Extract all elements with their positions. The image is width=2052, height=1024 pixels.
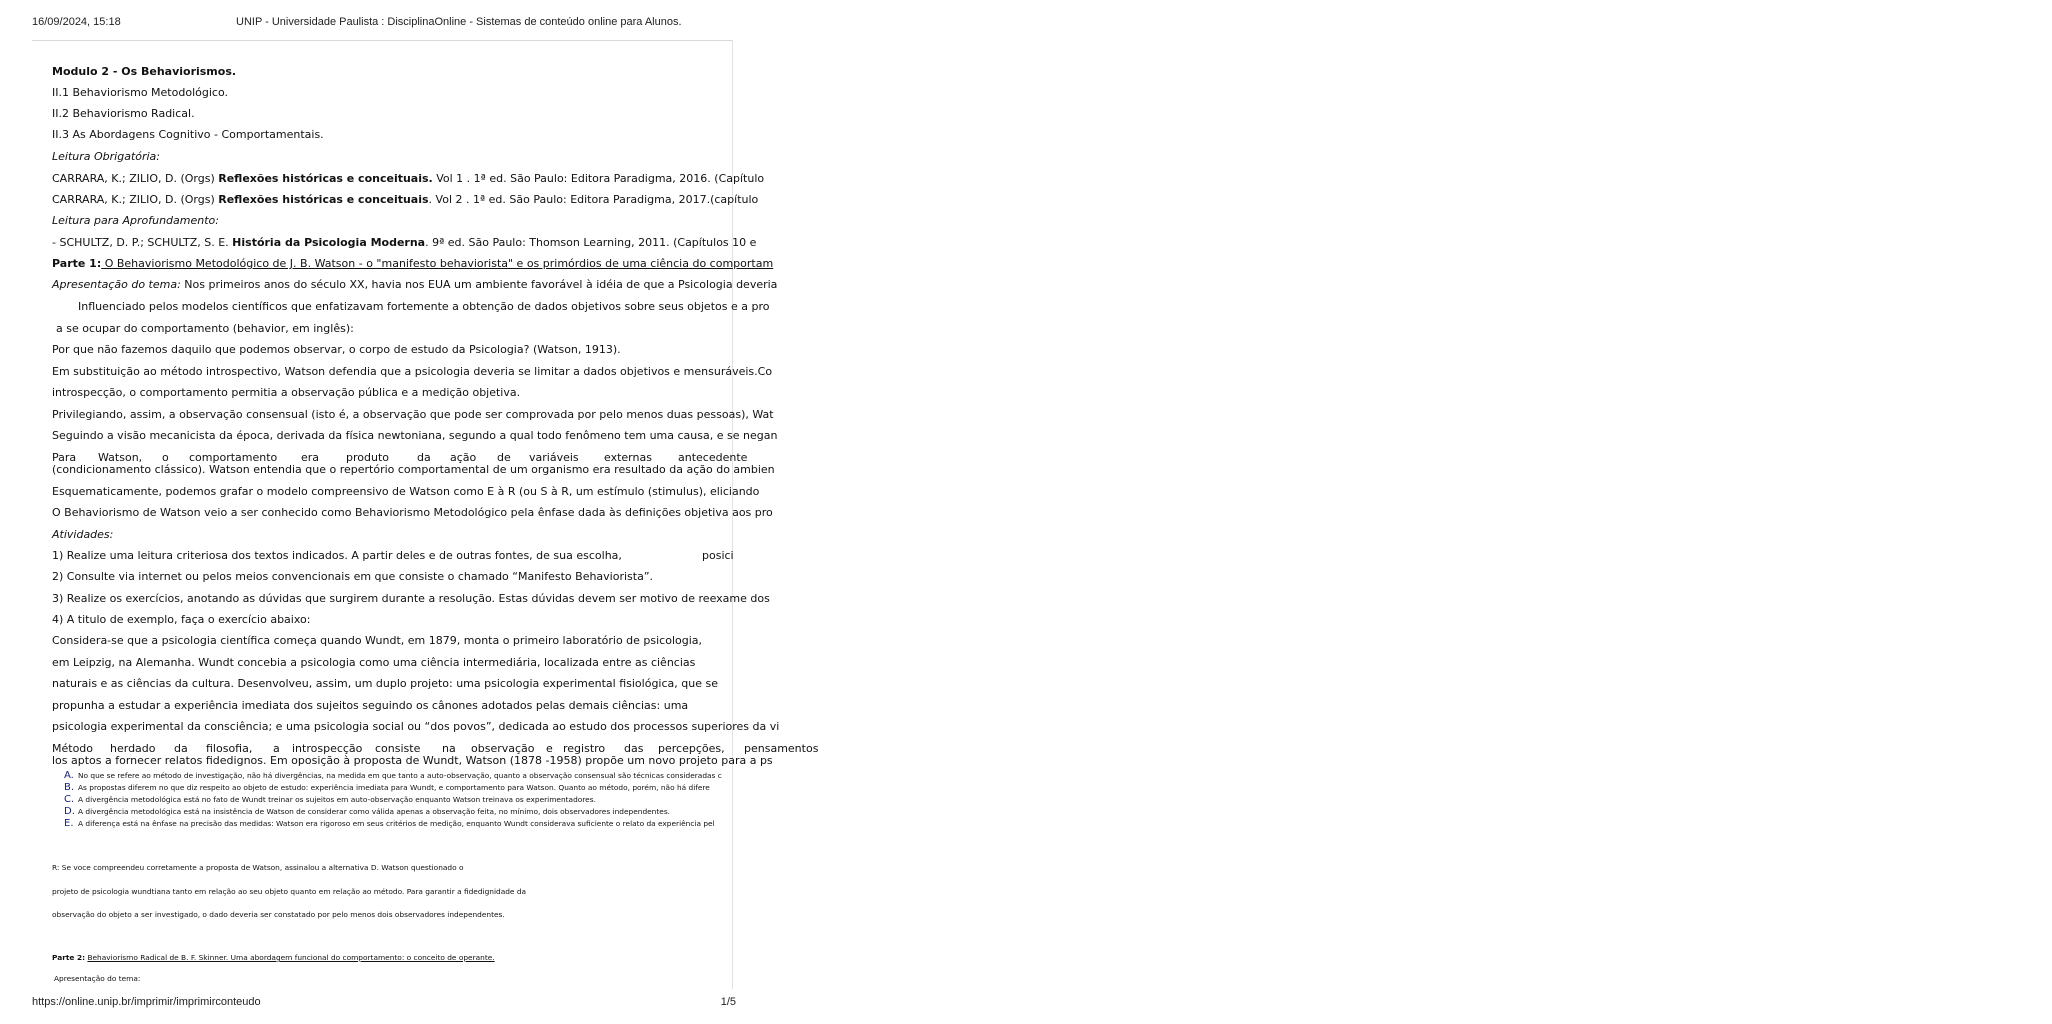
reference-details: Vol 1 . 1ª ed. São Paulo: Editora Paradigma, 2016. (Capítulo [432, 172, 765, 185]
toc-item: II.1 Behaviorismo Metodológico. [52, 86, 228, 99]
word: da [174, 742, 188, 755]
word: na [442, 742, 456, 755]
word: Para [52, 451, 77, 464]
parte-2-title: Behaviorismo Radical de B. F. Skinner. Uma abordagem funcional do comportamento: o conceito de operante. [87, 953, 495, 962]
word: herdado [110, 742, 156, 755]
option-text: A diferença está na ênfase na precisão das medidas: Watson era rigoroso em seus critérios de medição, enquanto Wundt considerava suficiente o relato da experiência pel [78, 819, 715, 828]
option-letter: B. [64, 782, 75, 793]
word: introspecção [292, 742, 363, 755]
word: produto [346, 451, 389, 464]
word: externas [604, 451, 652, 464]
answer-option-c[interactable] [64, 795, 596, 805]
paragraph: O Behaviorismo de Watson veio a ser conhecido como Behaviorismo Metodológico pela ênfase dada às definições objetiva aos pro [52, 506, 773, 519]
apresentacao-2: Apresentação do tema: [54, 974, 141, 983]
option-text: A divergência metodológica está no fato de Wundt treinar os sujeitos em auto-observação enquanto Watson treinava os experimentadores. [78, 795, 596, 804]
print-datetime: 16/09/2024, 15:18 [32, 16, 121, 28]
toc-item: II.3 As Abordagens Cognitivo - Comportamentais. [52, 128, 324, 141]
toc-item: II.2 Behaviorismo Radical. [52, 107, 195, 120]
word: comportamento [189, 451, 278, 464]
parte-2-heading [52, 951, 495, 965]
activity-item: 4) A titulo de exemplo, faça o exercício abaixo: [52, 613, 311, 626]
reference-details: . 9ª ed. São Paulo: Thomson Learning, 2011. (Capítulos 10 e [425, 236, 757, 249]
exercise-text: Considera-se que a psicologia científica começa quando Wundt, em 1879, monta o primeiro laboratório de psicologia, [52, 634, 703, 647]
paragraph: Privilegiando, assim, a observação consensual (isto é, a observação que pode ser comprovada por pelo menos duas pessoas), Wat [52, 408, 774, 421]
option-letter: C. [64, 794, 75, 805]
parte-1-label: Parte 1: [52, 257, 102, 270]
exercise-text: em Leipzig, na Alemanha. Wundt concebia a psicologia como uma ciência intermediária, localizada entre as ciências [52, 656, 696, 669]
print-page-title: UNIP - Universidade Paulista : DisciplinaOnline - Sistemas de conteúdo online para Alunos. [236, 16, 682, 28]
paragraph: introspecção, o comportamento permitia a observação pública e a medição objetiva. [52, 386, 521, 399]
reference-3 [52, 236, 756, 250]
word: Método [52, 742, 94, 755]
word: percepções, [658, 742, 725, 755]
word: das [624, 742, 644, 755]
atividades-heading: Atividades: [52, 528, 114, 541]
exercise-text: naturais e as ciências da cultura. Desenvolveu, assim, um duplo projeto: uma psicologia experimental fisiológica, que se [52, 677, 718, 690]
word: Watson, [98, 451, 143, 464]
page-number: 1/5 [720, 996, 736, 1008]
paragraph: Em substituição ao método introspectivo, Watson defendia que a psicologia deveria se limitar a dados objetivos e mensuráveis.Co [52, 365, 773, 378]
leitura-aprofundamento-heading: Leitura para Aprofundamento: [52, 214, 219, 227]
word: pensamentos [744, 742, 819, 755]
print-header [32, 16, 736, 32]
word: ação [450, 451, 477, 464]
exercise-text: los aptos a fornecer relatos fidedignos. Em oposição à proposta de Wundt, Watson (1878 -1958) propõe um novo projeto para a ps [52, 754, 773, 767]
option-text: A divergência metodológica está na insistência de Watson de considerar como válida apenas a observação feita, no mínimo, dois observadores independentes. [78, 807, 671, 816]
word: observação [471, 742, 535, 755]
reference-title: História da Psicologia Moderna [232, 236, 426, 249]
word: consiste [375, 742, 421, 755]
activity-item-tail: posici [702, 549, 734, 562]
answer-option-d[interactable] [64, 807, 670, 817]
answer-option-b[interactable] [64, 783, 710, 793]
option-letter: E. [64, 818, 74, 829]
reference-2 [52, 193, 758, 207]
reference-authors: CARRARA, K.; ZILIO, D. (Orgs) [52, 193, 219, 206]
answer-option-e[interactable] [64, 819, 715, 829]
exercise-text: propunha a estudar a experiência imediata dos sujeitos seguindo os cânones adotados pelas demais ciências: uma [52, 699, 689, 712]
apresentacao-1 [52, 278, 777, 292]
reference-details: . Vol 2 . 1ª ed. São Paulo: Editora Paradigma, 2017.(capítulo [428, 193, 759, 206]
word: a [273, 742, 280, 755]
reference-title: Reflexões históricas e conceituais. [218, 172, 433, 185]
apresentacao-label: Apresentação do tema: [52, 278, 181, 291]
word: filosofia, [206, 742, 253, 755]
print-footer [32, 996, 736, 1012]
paragraph: a se ocupar do comportamento (behavior, em inglês): [56, 322, 354, 335]
paragraph: Esquematicamente, podemos grafar o modelo compreensivo de Watson como E à R (ou S à R, um estímulo (stimulus), eliciando [52, 485, 760, 498]
activity-item: 3) Realize os exercícios, anotando as dúvidas que surgirem durante a resolução. Estas dúvidas devem ser motivo de reexame dos [52, 592, 770, 605]
word: e [546, 742, 553, 755]
reference-title: Reflexões históricas e conceituais [218, 193, 429, 206]
paragraph: Seguindo a visão mecanicista da época, derivada da física newtoniana, segundo a qual todo fenômeno tem uma causa, e se negan [52, 429, 778, 442]
quote: Por que não fazemos daquilo que podemos observar, o corpo de estudo da Psicologia? (Watson, 1913). [52, 343, 621, 356]
exercise-text: psicologia experimental da consciência; e uma psicologia social ou “dos povos”, dedicada ao estudo dos processos superiores da vi [52, 720, 780, 733]
parte-2-label: Parte 2: [52, 953, 86, 962]
parte-1-title: O Behaviorismo Metodológico de J. B. Watson - o "manifesto behaviorista" e os primórdios de uma ciência do comportam [101, 257, 774, 270]
activity-item: 2) Consulte via internet ou pelos meios convencionais em que consiste o chamado “Manifesto Behaviorista”. [52, 570, 654, 583]
document-frame[interactable] [32, 40, 819, 989]
option-letter: D. [64, 806, 75, 817]
activity-item: 1) Realize uma leitura criteriosa dos textos indicados. A partir deles e de outras fontes, de sua escolha, [52, 549, 622, 562]
word: era [301, 451, 320, 464]
answer-explanation: observação do objeto a ser investigado, o dado deveria ser constatado por pelo menos dois observadores independentes. [52, 910, 505, 919]
answer-option-a[interactable] [64, 771, 722, 781]
option-letter: A. [64, 770, 74, 781]
word: o [162, 451, 169, 464]
apresentacao-text: Nos primeiros anos do século XX, havia nos EUA um ambiente favorável à idéia de que a Psicologia deveria [180, 278, 778, 291]
leitura-obrigatoria-heading: Leitura Obrigatória: [52, 150, 161, 163]
word: de [497, 451, 511, 464]
word: variáveis [529, 451, 579, 464]
reference-1 [52, 172, 764, 186]
module-title: Modulo 2 - Os Behaviorismos. [52, 65, 237, 78]
parte-1-heading [52, 257, 773, 271]
print-url: https://online.unip.br/imprimir/imprimirconteudo [32, 996, 261, 1008]
reference-authors: CARRARA, K.; ZILIO, D. (Orgs) [52, 172, 219, 185]
paragraph: Influenciado pelos modelos científicos que enfatizavam fortemente a obtenção de dados objetivos sobre seus objetos e a pro [78, 300, 770, 313]
option-text: No que se refere ao método de investigação, não há divergências, na medida em que tanto a auto-observação, quanto a observação consensual são técnicas consideradas c [78, 771, 722, 780]
answer-explanation: R: Se voce compreendeu corretamente a proposta de Watson, assinalou a alternativa D. Watson questionado o [52, 863, 464, 872]
answer-explanation: projeto de psicologia wundtiana tanto em relação ao seu objeto quanto em relação ao método. Para garantir a fidedignidade da [52, 887, 527, 896]
paragraph: (condicionamento clássico). Watson entendia que o repertório comportamental de um organismo era resultado da ação do ambien [52, 463, 775, 476]
word: antecedente [678, 451, 748, 464]
word: registro [563, 742, 606, 755]
option-text: As propostas diferem no que diz respeito ao objeto de estudo: experiência imediata para Wundt, e comportamento para Watson. Quanto ao método, porém, não há difere [78, 783, 710, 792]
reference-authors: - SCHULTZ, D. P.; SCHULTZ, S. E. [52, 236, 233, 249]
word: da [417, 451, 431, 464]
